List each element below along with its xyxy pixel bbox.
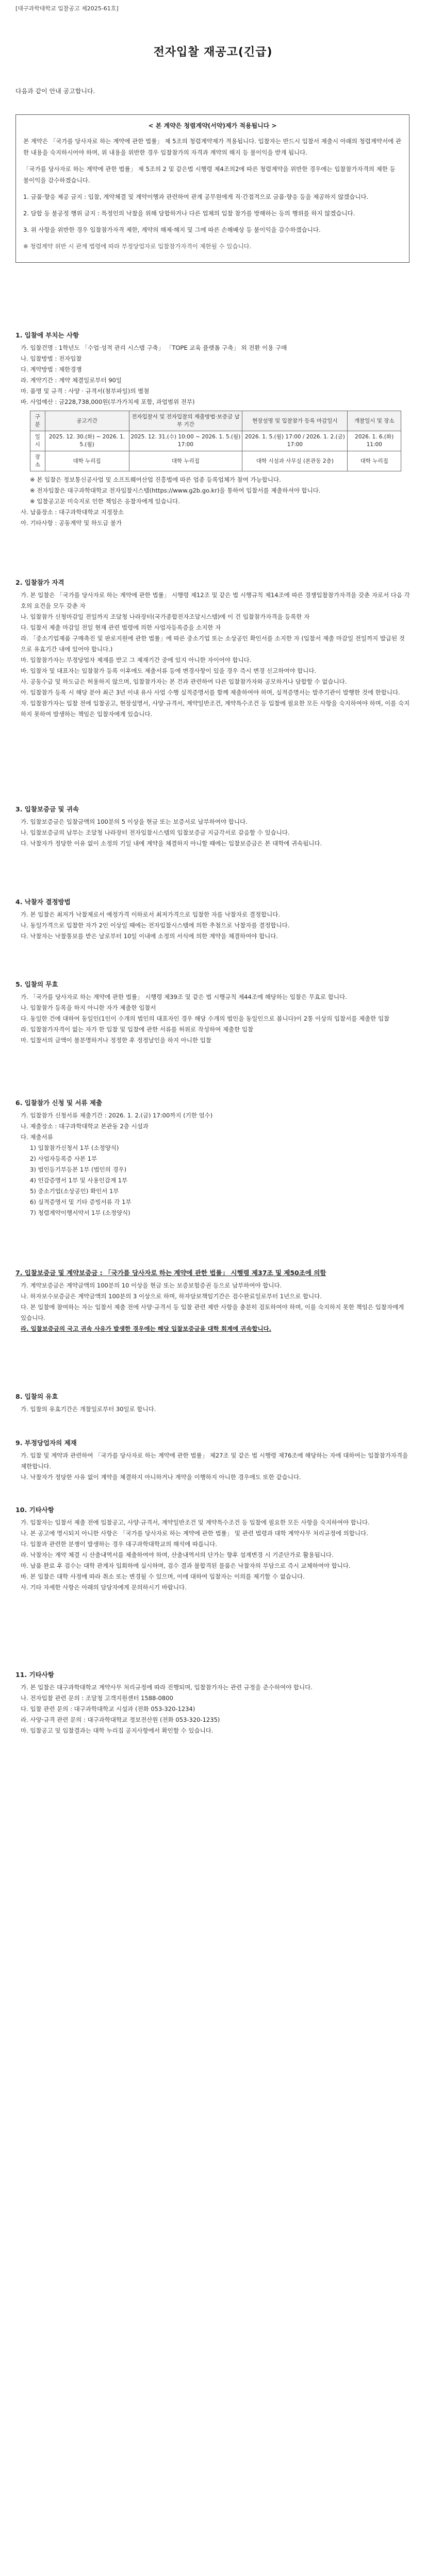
section-note: ※ 입찰공고문 미숙지로 인한 책임은 응찰자에게 있습니다. xyxy=(30,498,180,505)
section-line: 가. 입찰의 유효기간은 개찰일로부터 30일로 합니다. xyxy=(21,1405,156,1413)
schedule-table xyxy=(30,411,401,471)
section-bid-validity xyxy=(15,1391,411,1415)
section-line: 나. 하자보수보증금은 계약금액의 100분의 3 이상으로 하며, 하자담보책임기간은 검수완료일로부터 1년으로 합니다. xyxy=(21,1293,322,1300)
document xyxy=(15,0,411,2576)
section-line: 나. 전자입찰 관련 문의 : 조달청 고객지원센터 1588-0800 xyxy=(21,1694,173,1702)
section-line: 다. 입찰서 제출 마감일 전일 현재 관련 법령에 의한 사업자등록증을 소지한 자 xyxy=(21,624,221,631)
section-line: 사. 납품장소 : 대구과학대학교 지정장소 xyxy=(21,509,124,516)
table-header: 구 분 xyxy=(30,411,45,431)
section-line: 바. 본 입찰은 대학 사정에 따라 취소 또는 변경될 수 있으며, 이에 대하여 입찰자는 이의를 제기할 수 없습니다. xyxy=(21,1573,305,1580)
table-cell: 2026. 1. 6.(화) 11:00 xyxy=(348,431,401,451)
section-line: 3) 법인등기부등본 1부 (법인의 경우) xyxy=(30,1166,127,1173)
notice-note: ※ 청렴계약 위반 시 관계 법령에 따라 부정당업자로 입찰참가자격이 제한될 수 있습니다. xyxy=(23,243,252,250)
section-line: 가. 입찰 및 계약과 관련하여 「국가를 당사자로 하는 계약에 관한 법률」 제27조 및 같은 법 시행령 제76조에 해당하는 자에 대하여는 입찰참가자격을 제한합니다. xyxy=(21,1452,408,1470)
section-heading: 8. 입찰의 유효 xyxy=(15,1393,58,1400)
section-note: ※ 전자입찰은 대구과학대학교 전자입찰시스템(https://www.g2b.go.kr)을 통하여 입찰서를 제출하셔야 합니다. xyxy=(30,487,321,494)
section-heading: 4. 낙찰자 결정방법 xyxy=(15,898,71,906)
section-line: 가. 입찰보증금은 입찰금액의 100분의 5 이상을 현금 또는 보증서로 납부하여야 합니다. xyxy=(21,818,248,825)
section-line: 다. 제출서류 xyxy=(21,1133,53,1141)
table-cell: 대학 누리집 xyxy=(129,451,242,471)
section-line: 마. 입찰서의 금액이 불분명하거나 정정한 후 정정날인을 하지 아니한 입찰 xyxy=(21,1037,211,1044)
section-line: 바. 사업예산 : 금228,738,000원(부가가치세 포함, 과업범위 전부) xyxy=(21,398,195,405)
section-line: 나. 낙찰자가 정당한 사유 없이 계약을 체결하지 아니하거나 계약을 이행하지 아니한 경우에도 또한 같습니다. xyxy=(21,1473,301,1481)
section-line: 라. 입찰보증금의 국고 귀속 사유가 발생한 경우에는 해당 입찰보증금을 대학 회계에 귀속합니다. xyxy=(21,1325,272,1332)
section-line: 가. 「국가를 당사자로 하는 계약에 관한 법률」 시행령 제39조 및 같은 법 시행규칙 제44조에 해당하는 입찰은 무효로 합니다. xyxy=(21,993,347,1001)
notice-para: 1. 금품·향응 제공 금지 : 입찰, 계약체결 및 계약이행과 관련하여 관계 공무원에게 직·간접적으로 금품·향응 등을 제공하지 않겠습니다. xyxy=(23,193,369,200)
section-line: 다. 낙찰자는 낙찰통보를 받은 날로부터 10일 이내에 소정의 서식에 의한 계약을 체결하여야 합니다. xyxy=(21,933,278,940)
section-line: 마. 납품 완료 후 검수는 대학 관계자 입회하에 실시하며, 검수 결과 불합격된 물품은 낙찰자의 부담으로 즉시 교체하여야 합니다. xyxy=(21,1562,351,1569)
section-line: 나. 입찰방법 : 전자입찰 xyxy=(21,355,82,362)
section-line: 마. 입찰공고 및 입찰결과는 대학 누리집 공지사항에서 확인할 수 있습니다. xyxy=(21,1727,214,1734)
table-row xyxy=(30,451,401,471)
section-line: 6) 실적증명서 및 기타 증빙서류 각 1부 xyxy=(30,1198,132,1206)
section-line: 4) 인감증명서 1부 및 사용인감계 1부 xyxy=(30,1177,128,1184)
document-number: [대구과학대학교 입찰공고 제2025-61호] xyxy=(15,5,119,12)
section-line: 가. 입찰건명 : 1학년도 「수업·성적 관리 시스템 구축」 「TOPE 교육 플랫폼 구축」 외 전환 이용 구매 xyxy=(21,344,287,351)
section-heading: 3. 입찰보증금 및 귀속 xyxy=(15,805,79,813)
section-line: 다. 낙찰자가 정당한 이유 없이 소정의 기일 내에 계약을 체결하지 아니할 때에는 입찰보증금은 본 대학에 귀속됩니다. xyxy=(21,840,322,847)
section-line: 라. 사양·규격 관련 문의 : 대구과학대학교 정보전산원 (전화 053-320-1235) xyxy=(21,1716,220,1723)
section-line: 마. 품명 및 규격 : 사양 · 규격서(첨부파일)의 별첨 xyxy=(21,387,150,395)
intro-text: 다음과 같이 안내 공고합니다. xyxy=(15,88,95,95)
table-cell: 일 시 xyxy=(30,431,45,451)
section-line: 가. 본 입찰은 최저가 낙찰제로서 예정가격 이하로서 최저가격으로 입찰한 자를 낙찰자로 결정합니다. xyxy=(21,911,280,918)
integrity-notice-box xyxy=(15,114,409,263)
section-line: 1) 입찰참가신청서 1부 (소정양식) xyxy=(30,1144,119,1151)
section-award-method xyxy=(15,896,411,942)
section-eligibility xyxy=(15,577,411,720)
section-bidding-items xyxy=(15,330,411,529)
table-cell: 대학 누리집 xyxy=(45,451,129,471)
section-line: 나. 입찰보증금의 납부는 조달청 나라장터 전자입찰시스템의 입찰보증금 지급각서로 갈음할 수 있습니다. xyxy=(21,829,290,836)
table-row xyxy=(30,431,401,451)
table-cell: 2026. 1. 5.(월) 17:00 / 2026. 1. 2.(금) 17:00 xyxy=(242,431,348,451)
table-cell: 대학 누리집 xyxy=(348,451,401,471)
section-line: 다. 입찰 관련 문의 : 대구과학대학교 시설과 (전화 053-320-1234) xyxy=(21,1705,195,1713)
section-line: 사. 공동수급 및 하도급은 허용하지 않으며, 입찰참가자는 본 건과 관련하여 다른 입찰참가자와 공모하거나 담합할 수 없습니다. xyxy=(21,678,347,685)
table-header: 전자입찰서 및 전자입찰의 제출방법·보증금 납부 기간 xyxy=(129,411,242,431)
section-line: 나. 입찰참가 등록을 하지 아니한 자가 제출한 입찰서 xyxy=(21,1004,156,1011)
section-line: 가. 입찰자는 입찰서 제출 전에 입찰공고, 사양·규격서, 계약일반조건 및 계약특수조건 등 입찰에 필요한 모든 사항을 숙지하여야 합니다. xyxy=(21,1519,370,1526)
notice-para: 3. 위 사항을 위반한 경우 입찰참가자격 제한, 계약의 해제·해지 및 그에 따른 손해배상 등 불이익을 감수하겠습니다. xyxy=(23,226,321,233)
section-line: 가. 본 입찰은 「국가를 당사자로 하는 계약에 관한 법률」 시행령 제12조 및 같은 법 시행규칙 제14조에 따른 경쟁입찰참가자격을 갖춘 자로서 다음 각 호의 요건을 모두 갖춘 자 xyxy=(21,591,410,609)
section-line: 2) 사업자등록증 사본 1부 xyxy=(30,1155,97,1162)
section-registration xyxy=(15,1097,411,1218)
section-heading: 10. 기타사항 xyxy=(15,1506,54,1514)
section-heading: 9. 부정당업자의 제재 xyxy=(15,1439,77,1447)
table-cell: 장 소 xyxy=(30,451,45,471)
section-line: 나. 본 공고에 명시되지 아니한 사항은 「국가를 당사자로 하는 계약에 관한 법률」 및 관련 법령과 대학 계약사무 처리규정에 의합니다. xyxy=(21,1530,368,1537)
section-sanctions xyxy=(15,1437,411,1483)
table-cell: 2025. 12. 30.(화) ~ 2026. 1. 5.(월) xyxy=(45,431,129,451)
notice-para: 2. 담합 등 불공정 행위 금지 : 특정인의 낙찰을 위해 담합하거나 다른 업체의 입찰 참가를 방해하는 등의 행위를 하지 않겠습니다. xyxy=(23,210,355,217)
section-line: 마. 입찰참가자는 부정당업자 제재를 받고 그 제재기간 중에 있지 아니한 자이어야 합니다. xyxy=(21,656,252,664)
section-line: 다. 입찰과 관련한 분쟁이 발생하는 경우 대구과학대학교의 해석에 따릅니다. xyxy=(21,1540,217,1548)
section-line: 7) 청렴계약이행서약서 1부 (소정양식) xyxy=(30,1209,130,1216)
section-line: 자. 입찰참가자는 입찰 전에 입찰공고, 현장설명서, 사양·규격서, 계약일반조건, 계약특수조건 등 입찰에 필요한 모든 사항을 숙지하여야 하며, 이를 숙지하지 못하여 발생하는 책임은 입찰자에게 있습니다. xyxy=(21,700,410,718)
section-bid-deposit xyxy=(15,804,411,849)
section-other-notes xyxy=(15,1504,411,1593)
table-header: 개찰일시 및 장소 xyxy=(348,411,401,431)
section-line: 다. 본 입찰에 참여하는 자는 입찰서 제출 전에 사양·규격서 등 입찰 관련 제반 사항을 충분히 검토하여야 하며, 이를 숙지하지 못한 책임은 입찰자에게 있습니다. xyxy=(21,1303,404,1321)
section-line: 나. 동일가격으로 입찰한 자가 2인 이상일 때에는 전자입찰시스템에 의한 추첨으로 낙찰자를 결정합니다. xyxy=(21,922,290,929)
section-line: 가. 계약보증금은 계약금액의 100분의 10 이상을 현금 또는 보증보험증권 등으로 납부하여야 합니다. xyxy=(21,1282,282,1289)
section-line: 나. 제출장소 : 대구과학대학교 본관동 2층 시설과 xyxy=(21,1123,149,1130)
section-line: 사. 기타 자세한 사항은 아래의 담당자에게 문의하시기 바랍니다. xyxy=(21,1584,187,1591)
section-heading: 6. 입찰참가 신청 및 서류 제출 xyxy=(15,1099,103,1107)
notice-para: 본 계약은 「국가를 당사자로 하는 계약에 관한 법률」 제 5조의 청렴계약제가 적용됩니다. 입찰자는 반드시 입찰서 제출시 아래의 청렴계약서에 관한 내용을 숙지하시어야 하며, 위 내용을 위반한 경우 입찰참가의 자격과 계약의 해지 등 불이익을 받게 됩니다. xyxy=(23,138,401,156)
table-header-row xyxy=(30,411,401,431)
section-contacts xyxy=(15,1669,411,1736)
section-line: 아. 기타사항 : 공동계약 및 하도급 불가 xyxy=(21,519,122,527)
section-invalid-bids xyxy=(15,979,411,1046)
section-note: ※ 본 입찰은 정보통신공사업 및 소프트웨어산업 진흥법에 따른 업종 등록업체가 참여 가능합니다. xyxy=(30,476,281,483)
section-line: 라. 낙찰자는 계약 체결 시 산출내역서를 제출하여야 하며, 산출내역서의 단가는 향후 설계변경 시 기준단가로 활용됩니다. xyxy=(21,1551,334,1558)
section-line: 라. 계약기간 : 계약 체결일로부터 90일 xyxy=(21,377,122,384)
table-header: 공고기간 xyxy=(45,411,129,431)
section-line: 다. 동일한 건에 대하여 동일인(1인이 수개의 법인의 대표자인 경우 해당 수개의 법인을 동일인으로 봅니다)이 2통 이상의 입찰서를 제출한 입찰 xyxy=(21,1015,390,1022)
section-heading: 7. 입찰보증금 및 계약보증금 : 「국가를 당사자로 하는 계약에 관한 법률」 시행령 제37조 및 제50조에 의함 xyxy=(15,1269,326,1277)
table-header: 현장설명 및 입찰참가 등록 마감일시 xyxy=(242,411,348,431)
section-heading: 5. 입찰의 무효 xyxy=(15,980,58,988)
section-contract-deposit xyxy=(15,1267,411,1334)
section-line: 라. 입찰참가자격이 없는 자가 한 입찰 및 입찰에 관한 서류를 허위로 작성하여 제출한 입찰 xyxy=(21,1026,254,1033)
notice-para: 「국가를 당사자로 하는 계약에 관한 법률」 제 5조의 2 및 같은법 시행령 제4조의2에 따른 청렴계약을 위반한 경우에는 입찰참가자격의 제한 등 불이익을 감수하겠습니다. xyxy=(23,165,396,184)
page-title: 전자입찰 재공고(긴급) xyxy=(153,46,273,59)
table-cell: 대학 시설과 사무실 (본관동 2층) xyxy=(242,451,348,471)
notice-heading: < 본 계약은 청렴계약(서약)제가 적용됩니다 > xyxy=(148,122,277,129)
section-line: 바. 입찰자 및 대표자는 입찰참가 등록 이후에도 제출서류 등에 변경사항이 있을 경우 즉시 변경 신고하여야 합니다. xyxy=(21,667,317,674)
section-line: 아. 입찰참가 등록 시 해당 분야 최근 3년 이내 유사 사업 수행 실적증명서를 함께 제출하여야 하며, 실적증명서는 발주기관이 발행한 것에 한합니다. xyxy=(21,689,400,696)
table-cell: 2025. 12. 31.(수) 10:00 ~ 2026. 1. 5.(월) 17:00 xyxy=(129,431,242,451)
section-line: 라. 「중소기업제품 구매촉진 및 판로지원에 관한 법률」에 따른 중소기업 또는 소상공인 확인서를 소지한 자 (입찰서 제출 마감일 전일까지 발급된 것으로 유효기간 내에 있어야 합니다.) xyxy=(21,635,405,653)
section-line: 5) 중소기업(소상공인) 확인서 1부 xyxy=(30,1188,119,1195)
section-heading: 1. 입찰에 부치는 사항 xyxy=(15,331,79,339)
section-line: 가. 입찰참가 신청서류 제출기간 : 2026. 1. 2.(금) 17:00까지 (기한 엄수) xyxy=(21,1112,213,1119)
section-line: 가. 본 입찰은 대구과학대학교 계약사무 처리규정에 따라 진행되며, 입찰참가자는 관련 규정을 준수하여야 합니다. xyxy=(21,1684,313,1691)
section-heading: 11. 기타사항 xyxy=(15,1671,54,1679)
section-line: 다. 계약방법 : 제한경쟁 xyxy=(21,366,82,373)
section-line: 나. 입찰참가 신청마감일 전일까지 조달청 나라장터(국가종합전자조달시스템)에 이 건 입찰참가자격을 등록한 자 xyxy=(21,613,310,620)
section-heading: 2. 입찰참가 자격 xyxy=(15,579,64,586)
